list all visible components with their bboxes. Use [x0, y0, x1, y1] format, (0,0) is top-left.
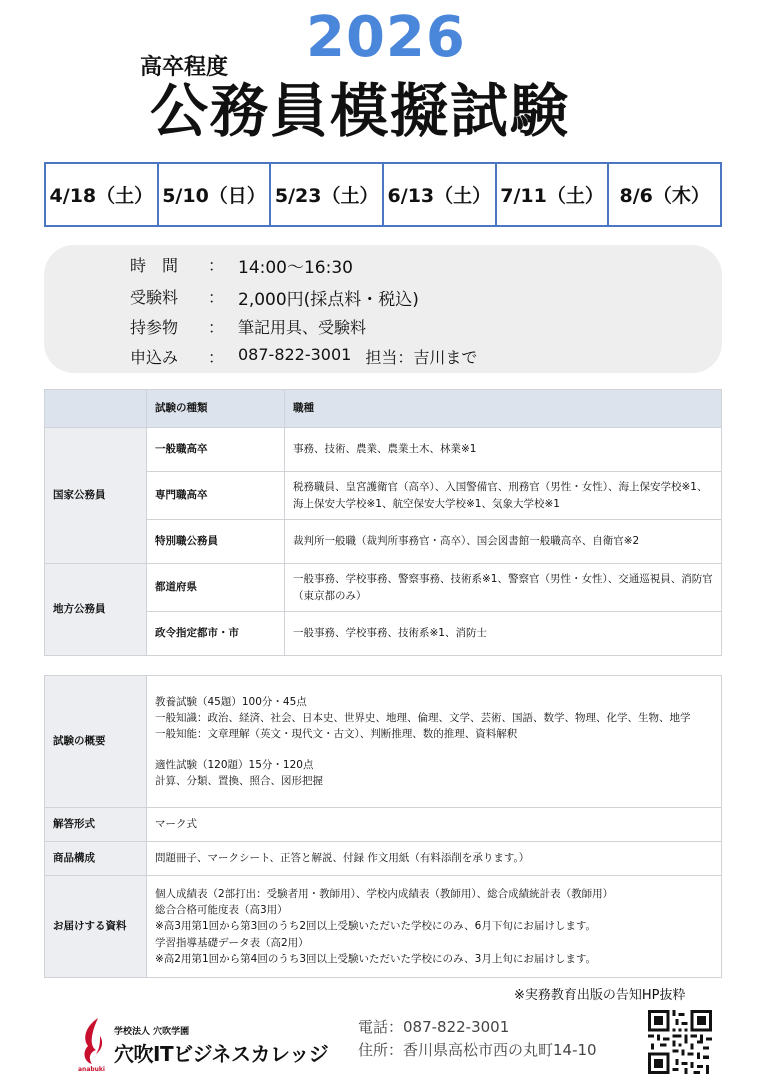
delivery-line: 個人成績表（2部打出：受験者用・教師用）、学校内成績表（教師用）、総合成績統計表（教師用） — [155, 887, 614, 900]
table-row — [45, 842, 722, 876]
product-value: 問題冊子、マークシート、正答と解説、付録 作文用紙（有料添削を承ります。） — [147, 842, 722, 876]
delivery-line: ※高3用第1回から第3回のうち2回以上受験いただいた学校にのみ、6月下旬にお届けします。 — [155, 920, 596, 933]
table-header-type: 試験の種類 — [147, 390, 285, 428]
time-value: 14:00〜16:30 — [238, 258, 353, 278]
delivery-line: 総合合格可能度表（高3用） — [155, 904, 288, 917]
address: 住所：香川県高松市西の丸町14-10 — [358, 1041, 597, 1060]
delivery-line: ※高2用第1回から第4回のうち3回以上受験いただいた学校にのみ、3月上旬にお届けします。 — [155, 952, 596, 965]
exam-type: 専門職高卒 — [147, 472, 285, 520]
qr-code-icon[interactable] — [648, 1010, 712, 1074]
exam-type: 政令指定都市・市 — [147, 612, 285, 656]
date-6: 8/6（木） — [619, 185, 710, 207]
overview-line: 教養試験（45題）100分・45点 — [155, 695, 307, 708]
table-row — [45, 676, 722, 808]
phone: 電話：087-822-3001 — [358, 1018, 510, 1036]
exam-types-table — [44, 389, 722, 656]
job-list: 事務、技術、農業、農業土木、林業※1 — [285, 428, 722, 472]
table-row — [45, 564, 722, 612]
job-list: 裁判所一般職（裁判所事務官・高卒）、国会図書館一般職高卒、自衛官※2 — [285, 520, 722, 564]
fee-value: 2,000円(採点料・税込) — [238, 290, 419, 310]
apply-phone: 087-822-3001 — [238, 345, 352, 364]
items-label: 持参物 — [130, 318, 179, 337]
header — [0, 0, 768, 160]
date-5: 7/11（土） — [497, 164, 610, 225]
delivery-content — [147, 876, 722, 978]
overview-label: 試験の概要 — [45, 676, 147, 808]
table-row — [45, 876, 722, 978]
category-national: 国家公務員 — [45, 428, 147, 564]
fee-label: 受験料 — [130, 288, 179, 307]
source-note: ※実務教育出版の告知HP抜粋 — [514, 988, 686, 1003]
logo-org: 学校法人 穴吹学園 — [114, 1027, 190, 1037]
colon: ： — [208, 348, 225, 367]
apply-row — [130, 345, 477, 368]
items-value: 筆記用具、受験料 — [238, 318, 367, 337]
date-4: 6/13（土） — [384, 164, 497, 225]
category-local: 地方公務員 — [45, 564, 147, 656]
exam-type: 都道府県 — [147, 564, 285, 612]
table-header-blank — [45, 390, 147, 428]
product-label: 商品構成 — [45, 842, 147, 876]
anabuki-logo-icon — [78, 1016, 106, 1068]
overview-spacer — [155, 743, 713, 757]
table-row — [45, 472, 722, 520]
time-label: 時 間 — [130, 256, 179, 275]
logo-school-name: 穴吹ITビジネスカレッジ — [114, 1042, 329, 1066]
answer-value: マーク式 — [147, 808, 722, 842]
overview-line: 適性試験（120題）15分・120点 — [155, 758, 314, 771]
page-title: 公務員模擬試験 — [150, 77, 571, 145]
exam-type: 一般職高卒 — [147, 428, 285, 472]
table-header-row — [45, 390, 722, 428]
subtitle: 高卒程度 — [140, 55, 229, 80]
contact-info — [358, 1016, 597, 1063]
delivery-label: お届けする資料 — [45, 876, 147, 978]
exam-overview-table — [44, 675, 722, 978]
table-row — [45, 520, 722, 564]
answer-label: 解答形式 — [45, 808, 147, 842]
job-list: 一般事務、学校事務、技術系※1、消防士 — [285, 612, 722, 656]
exam-dates — [44, 162, 722, 227]
logo-small-text: anabuki — [78, 1066, 105, 1073]
fee-row — [130, 285, 419, 310]
year: 2026 — [306, 5, 466, 70]
info-box — [44, 245, 722, 373]
table-row — [45, 428, 722, 472]
overview-line: 一般知能：文章理解（英文・現代文・古文）、判断推理、数的推理、資料解釈 — [155, 728, 518, 741]
job-list: 一般事務、学校事務、警察事務、技術系※1、警察官（男性・女性）、交通巡視員、消防官（東京都のみ） — [285, 564, 722, 612]
table-header-jobs: 職種 — [285, 390, 722, 428]
apply-label: 申込み — [130, 348, 179, 367]
time-row — [130, 253, 353, 278]
date-1: 4/18（土） — [46, 164, 159, 225]
colon: ： — [208, 288, 225, 307]
school-logo[interactable] — [78, 1012, 348, 1072]
overview-content — [147, 676, 722, 808]
colon: ： — [208, 318, 225, 337]
exam-type: 特別職公務員 — [147, 520, 285, 564]
delivery-line: 学習指導基礎データ表（高2用） — [155, 936, 309, 949]
colon: ： — [208, 256, 225, 275]
date-3: 5/23（土） — [271, 164, 384, 225]
table-row — [45, 808, 722, 842]
items-row — [130, 315, 366, 338]
job-list: 税務職員、皇宮護衛官（高卒）、入国警備官、刑務官（男性・女性）、海上保安学校※1、海上保安大学校※1、航空保安大学校※1、気象大学校※1 — [285, 472, 722, 520]
apply-contact: 担当：吉川まで — [365, 348, 478, 367]
table-row — [45, 612, 722, 656]
overview-line: 計算、分類、置換、照合、図形把握 — [155, 774, 323, 787]
date-2: 5/10（日） — [159, 164, 272, 225]
overview-line: 一般知識：政治、経済、社会、日本史、世界史、地理、倫理、文学、芸術、国語、数学、物理、化学、生物、地学 — [155, 712, 691, 725]
